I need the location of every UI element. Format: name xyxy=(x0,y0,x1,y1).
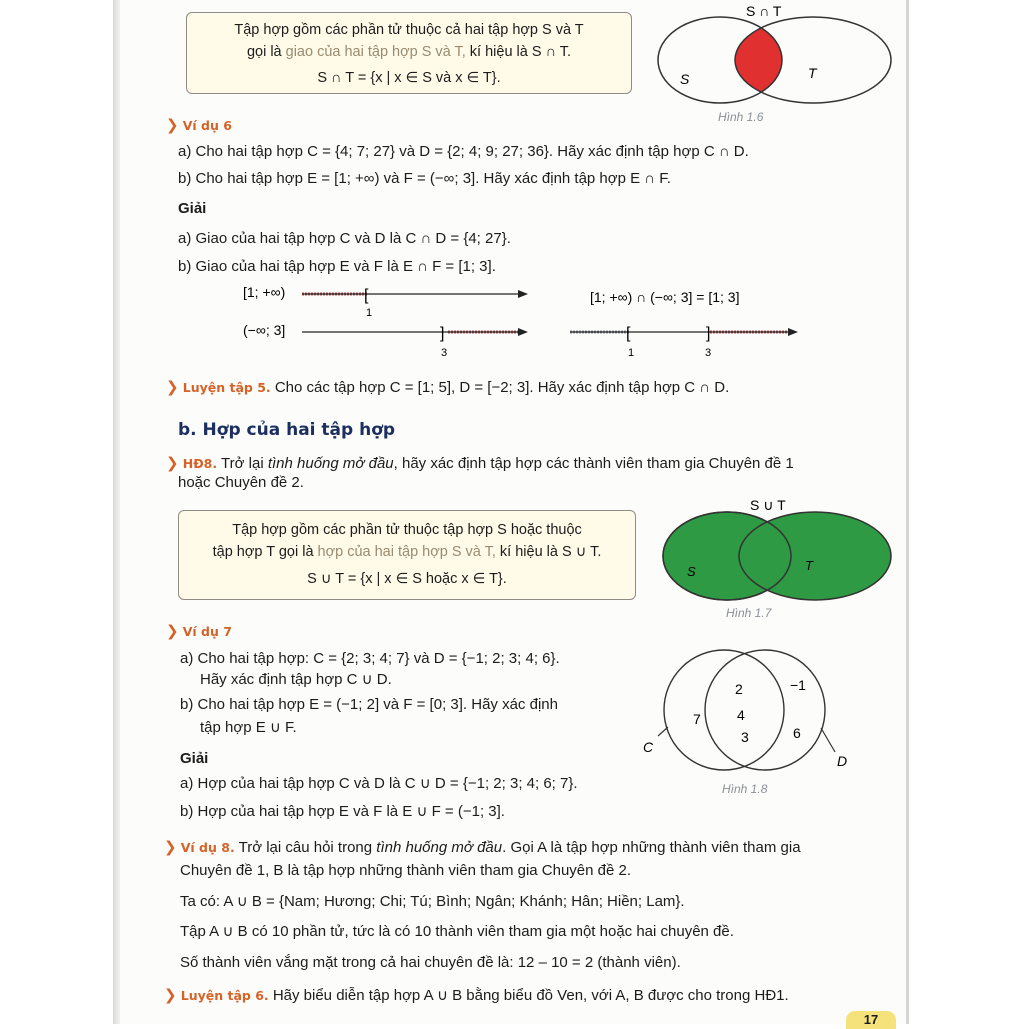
definition-line: gọi là giao của hai tập hợp S và T, kí hiệu là S ∩ T. xyxy=(246,44,572,60)
chevron-right-icon: ❯ xyxy=(166,379,179,396)
activity-8: ❯ HĐ8. Trở lại tình huống mở đầu, hãy xác định tập hợp các thành viên tham gia Chuyên đề 1 xyxy=(166,455,794,472)
set-t-ellipse xyxy=(739,512,891,600)
tick-label: 3 xyxy=(441,347,448,359)
number-line-label: (−∞; 3] xyxy=(243,322,286,338)
venn-intersection-figure xyxy=(650,0,900,125)
label-pointer xyxy=(658,727,668,736)
example-6-part-b: b) Cho hai tập hợp E = [1; +∞) và F = (−∞; 3]. Hãy xác định tập hợp E ∩ F. xyxy=(178,170,671,187)
example-8-line4: Tập A ∪ B có 10 phần tử, tức là có 10 thành viên tham gia một hoặc hai chuyên đề. xyxy=(180,923,734,940)
solution-b: b) Hợp của hai tập hợp E và F là E ∪ F = (−1; 3]. xyxy=(180,803,505,820)
venn-label-t: T xyxy=(805,558,813,573)
set-c-circle xyxy=(664,650,784,770)
example-7-b-line2: tập hợp E ∪ F. xyxy=(200,719,297,736)
union-definition-box xyxy=(178,510,636,600)
venn-label-d: D xyxy=(837,753,848,769)
solution-heading: Giải xyxy=(178,200,207,217)
example-8-line3: Ta có: A ∪ B = {Nam; Hương; Chi; Tú; Bình; Ngân; Khánh; Hân; Hiền; Lam}. xyxy=(180,893,685,910)
activity-8-line2: hoặc Chuyên đề 2. xyxy=(178,474,304,491)
page-number: 17 xyxy=(846,1011,896,1029)
number-line-label: [1; +∞) xyxy=(243,284,286,300)
tick-label: 1 xyxy=(628,347,635,359)
intersection-result: [1; +∞) ∩ (−∞; 3] = [1; 3] xyxy=(590,289,740,305)
example-8: ❯ Ví dụ 8. Trở lại câu hỏi trong tình huống mở đầu. Gọi A là tập hợp những thành viên tham gia xyxy=(164,839,801,856)
number-line-figure xyxy=(240,280,800,362)
element-both: 2 xyxy=(735,681,743,697)
venn-label-s: S xyxy=(680,71,690,87)
set-d-circle xyxy=(705,650,825,770)
definition-formula: S ∩ T = {x | x ∈ S và x ∈ T}. xyxy=(317,70,501,86)
chevron-right-icon: ❯ xyxy=(164,987,177,1004)
example-6-part-a: a) Cho hai tập hợp C = {4; 7; 27} và D = {2; 4; 9; 27; 36}. Hãy xác định tập hợp C ∩ D. xyxy=(178,143,749,160)
figure-caption: Hình 1.7 xyxy=(726,606,772,620)
chevron-right-icon: ❯ xyxy=(164,839,177,856)
example-7-b-line1: b) Cho hai tập hợp E = (−1; 2] và F = [0; 3]. Hãy xác định xyxy=(180,696,558,713)
venn-example-figure xyxy=(640,648,860,780)
chevron-right-icon: ❯ xyxy=(166,117,179,134)
section-heading: b. Hợp của hai tập hợp xyxy=(178,420,396,440)
intersection-definition-box xyxy=(186,12,632,94)
arrow-head xyxy=(518,328,528,336)
solution-a: a) Hợp của hai tập hợp C và D là C ∪ D = {−1; 2; 3; 4; 6; 7}. xyxy=(180,775,578,792)
definition-line: tập hợp T gọi là hợp của hai tập hợp S và T, kí hiệu là S ∪ T. xyxy=(212,544,602,560)
venn-label-s: S xyxy=(687,564,696,579)
practice-6: ❯ Luyện tập 6. Hãy biểu diễn tập hợp A ∪ B bằng biểu đồ Ven, với A, B được cho trong HĐ1. xyxy=(164,987,789,1004)
bracket-mark: [ xyxy=(364,287,369,304)
solution-b: b) Giao của hai tập hợp E và F là E ∩ F = [1; 3]. xyxy=(178,258,496,275)
arrow-head xyxy=(518,290,528,298)
figure-caption: Hình 1.8 xyxy=(722,782,768,796)
venn-label-top: S ∪ T xyxy=(750,497,786,513)
venn-label-top: S ∩ T xyxy=(746,3,782,19)
solution-a: a) Giao của hai tập hợp C và D là C ∩ D = {4; 27}. xyxy=(178,230,511,247)
example-8-line2: Chuyên đề 1, B là tập hợp những thành viên tham gia Chuyên đề 2. xyxy=(180,862,632,879)
bracket-mark: [ xyxy=(626,325,631,342)
venn-label-c: C xyxy=(643,739,654,755)
venn-union-figure xyxy=(655,492,905,602)
example-8-line5: Số thành viên vắng mặt trong cả hai chuyên đề là: 12 – 10 = 2 (thành viên). xyxy=(180,954,681,971)
venn-label-t: T xyxy=(808,65,817,81)
element-both: 4 xyxy=(737,707,745,723)
definition-line: Tập hợp gồm các phần tử thuộc cả hai tập hợp S và T xyxy=(234,22,584,38)
example-7-heading: ❯ Ví dụ 7 xyxy=(166,623,232,640)
bracket-mark: ] xyxy=(706,325,711,342)
tick-label: 1 xyxy=(366,307,373,319)
example-7-a-line2: Hãy xác định tập hợp C ∪ D. xyxy=(200,671,392,688)
book-spine xyxy=(113,0,120,1024)
page-edge xyxy=(906,0,909,1024)
solution-heading: Giải xyxy=(180,750,209,767)
chevron-right-icon: ❯ xyxy=(166,623,179,640)
definition-line: Tập hợp gồm các phần tử thuộc tập hợp S hoặc thuộc xyxy=(232,522,582,538)
chevron-right-icon: ❯ xyxy=(166,455,179,472)
element-c-only: 7 xyxy=(693,711,701,727)
arrow-head xyxy=(788,328,798,336)
tick-label: 3 xyxy=(705,347,712,359)
label-pointer xyxy=(821,728,835,752)
definition-formula: S ∪ T = {x | x ∈ S hoặc x ∈ T}. xyxy=(307,571,507,587)
practice-5: ❯ Luyện tập 5. Cho các tập hợp C = [1; 5], D = [−2; 3]. Hãy xác định tập hợp C ∩ D. xyxy=(166,379,730,396)
figure-caption: Hình 1.6 xyxy=(718,110,764,124)
example-7-a-line1: a) Cho hai tập hợp: C = {2; 3; 4; 7} và D = {−1; 2; 3; 4; 6}. xyxy=(180,650,560,667)
bracket-mark: ] xyxy=(440,325,445,342)
element-d-only: −1 xyxy=(790,677,806,693)
element-both: 3 xyxy=(741,729,749,745)
element-d-only: 6 xyxy=(793,725,801,741)
example-6-heading: ❯ Ví dụ 6 xyxy=(166,117,232,134)
